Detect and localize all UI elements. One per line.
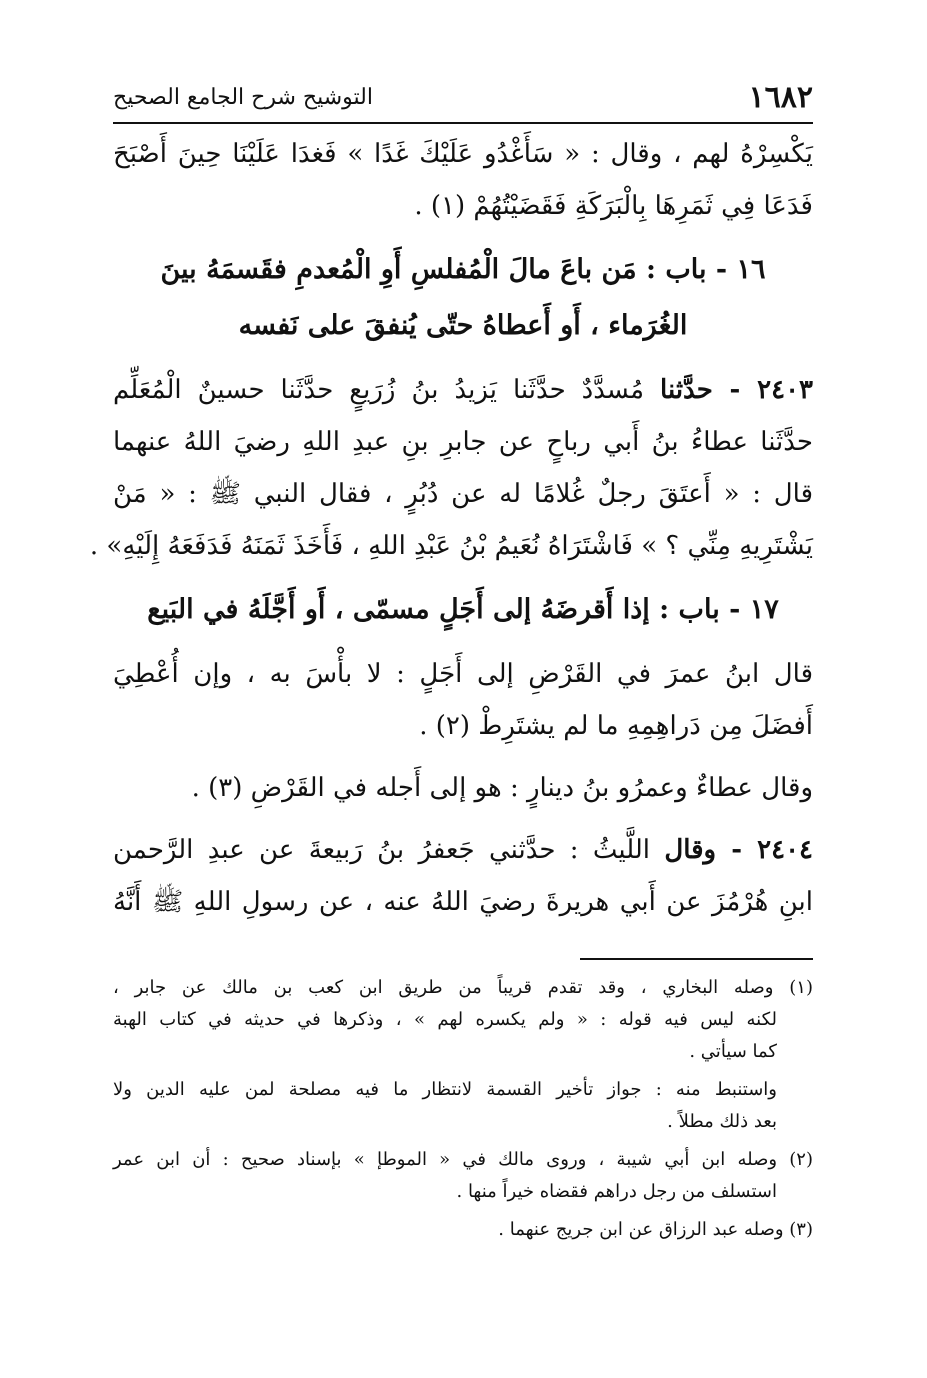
text-line: قال : « أَعتَقَ رجلٌ غُلامًا له عن دُبُرٍ ، فقال النبي ﷺ : « مَنْ xyxy=(113,479,813,509)
text-line: يَشْتَرِيهِ مِنِّي ؟ » فَاشْتَرَاهُ نُعَيمُ بْنُ عَبْدِ اللهِ ، فَأَخَذَ ثَمَنَهُ فَدَفَعَهُ إِلَيْهِ» . xyxy=(89,531,813,561)
hadith-number: ٢٤٠٣ - حدَّثنا xyxy=(660,375,813,405)
footnote-line: (١) وصله البخاري ، وقد تقدم قريباً من طريق ابن كعب بن مالك عن جابر ، xyxy=(113,977,813,998)
footnote-line: بعد ذلك مطلاً . xyxy=(667,1111,777,1132)
footnote-line: (٣) وصله عبد الرزاق عن ابن جريج عنهما . xyxy=(498,1219,813,1240)
header-rule xyxy=(113,122,813,124)
footnote-line: لكنه ليس فيه قوله : « ولم يكسره لهم » ، وذكرها في حديثه في كتاب الهبة xyxy=(113,1009,777,1030)
running-title: التوشيح شرح الجامع الصحيح xyxy=(113,85,373,110)
hadith-number: ٢٤٠٤ - وقال xyxy=(664,835,813,865)
text-line: وقال عطاءٌ وعمرُو بنُ دينارٍ : هو إلى أَجله في القَرْضِ (٣) . xyxy=(191,773,813,803)
footnote-line: كما سيأتي . xyxy=(689,1041,777,1062)
text-line: ابنِ هُرْمُزَ عن أَبي هريرةَ رضيَ اللهُ عنه ، عن رسولِ اللهِ ﷺ أَنَّهُ xyxy=(113,887,813,917)
text-line: أَفضَلَ مِن دَراهِمِهِ ما لم يشتَرِطْ (٢) . xyxy=(419,711,813,741)
hadith-text: اللَّيثُ : حدَّثني جَعفرُ بنُ رَبيعةَ عن عبدِ الرَّحمن xyxy=(113,835,650,865)
footnote-line: واستنبط منه : جواز تأخير القسمة لانتظار ما فيه مصلحة لمن عليه الدين ولا xyxy=(113,1079,777,1100)
hadith-text: مُسدَّدٌ حدَّثَنا يَزيدُ بنُ زُرَيعٍ حدَّثَنا حسينٌ الْمُعَلِّم xyxy=(113,375,645,405)
hadith-2404-line xyxy=(113,824,813,876)
page-number: ١٦٨٢ xyxy=(748,80,813,115)
page-header xyxy=(113,78,813,118)
hadith-2403-line xyxy=(113,364,813,416)
text-line: حدَّثَنا عطاءُ بنُ أَبي رباحٍ عن جابرِ بنِ عبدِ اللهِ رضيَ اللهُ عنهما xyxy=(113,427,813,457)
chapter-16-heading-cont: الغُرَماء ، أَو أَعطاهُ حتّى يُنفقَ على نَفسه xyxy=(238,310,688,341)
chapter-16-heading: ١٦ - باب : مَن باعَ مالَ الْمُفلسِ أَوِ الْمُعدمِ فقَسمَهُ بينَ xyxy=(160,254,766,285)
footnotes xyxy=(113,972,813,1246)
footnote-rule xyxy=(580,958,813,960)
main-text xyxy=(89,128,813,928)
footnote-line: استسلف من رجل دراهم فقضاه خيراً منها . xyxy=(456,1181,777,1202)
text-line: فَدَعَا فِي ثَمَرِهَا بِالْبَرَكَةِ فَقَضَيْتُهُمْ (١) . xyxy=(414,191,813,221)
footnote-line: (٢) وصله ابن أبي شيبة ، وروى مالك في « الموطإ » بإسناد صحيح : أن ابن عمر xyxy=(113,1149,813,1170)
text-line: يَكْسِرْهُ لهم ، وقال : « سَأَغْدُو عَلَيْكَ غَدًا » فَغدَا عَلَيْنَا حِينَ أَصْبَحَ xyxy=(113,139,813,169)
text-line: قال ابنُ عمرَ في القَرْضِ إلى أَجَلٍ : لا بأْسَ به ، وإن أُعْطِيَ xyxy=(113,659,813,689)
chapter-17-heading: ١٧ - باب : إذا أَقرضَهُ إلى أَجَلٍ مسمّى ، أَو أَجَّلَهُ في البَيع xyxy=(147,594,779,625)
